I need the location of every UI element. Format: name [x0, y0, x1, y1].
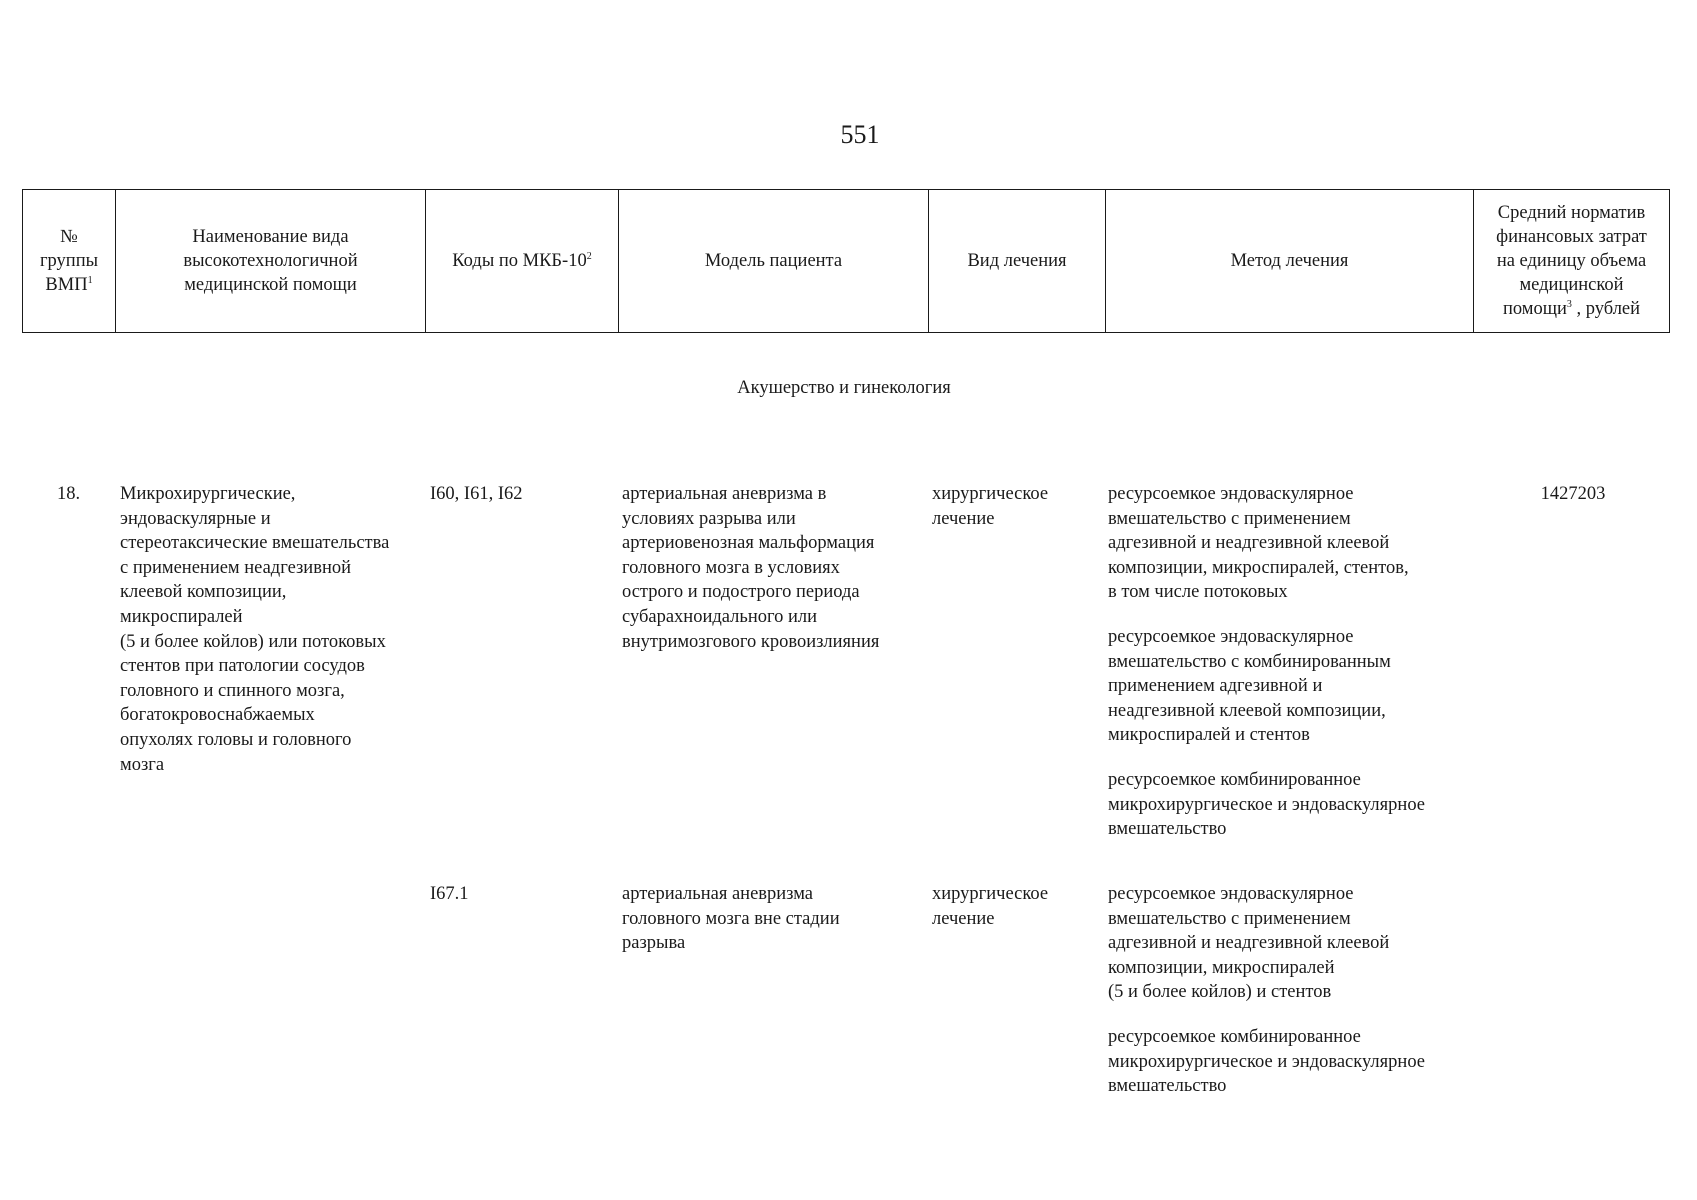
text-line: артериовенозная мальформация: [622, 533, 875, 554]
patient-model: [622, 482, 927, 654]
text-line: головного и спинного мозга,: [120, 680, 345, 701]
text-line: применением адгезивной и: [1108, 676, 1323, 697]
text-line: микроспиралей и стентов: [1108, 725, 1310, 746]
header-treatment-method: Метод лечения: [1106, 190, 1474, 333]
text-line: мозга: [120, 754, 165, 775]
text-line: головного мозга в условиях: [622, 557, 840, 578]
section-title: Акушерство и гинекология: [737, 378, 951, 398]
treatment-methods: [1108, 882, 1483, 1119]
treatment-method-item: [1108, 1025, 1483, 1099]
header-treatment-type: Вид лечения: [929, 190, 1106, 333]
text-line: артериальная аневризма в: [622, 484, 827, 504]
text-line: головного мозга вне стадии: [622, 908, 840, 929]
patient-model: [622, 882, 927, 956]
text-line: микрохирургическое и эндоваскулярное: [1108, 794, 1426, 815]
treatment-method-item: [1108, 625, 1483, 748]
text-line: вмешательство с применением: [1108, 908, 1351, 929]
icd-codes: I60, I61, I62: [430, 484, 523, 504]
text-line: ресурсоемкое эндоваскулярное: [1108, 484, 1354, 504]
treatment-method-item: [1108, 882, 1483, 1005]
text-line: субарахноидального или: [622, 606, 817, 627]
text-line: (5 и более койлов) или потоковых: [120, 631, 386, 652]
text-line: ресурсоемкое эндоваскулярное: [1108, 884, 1354, 904]
care-type-name: [120, 482, 430, 777]
treatment-methods: [1108, 482, 1483, 862]
header-care-type-name: Наименование вида высокотехнологичной медицинской помощи: [116, 190, 426, 333]
text-line: стереотаксические вмешательства: [120, 533, 390, 554]
header-group-number: № группы ВМП$^1$: [23, 190, 116, 333]
treatment-method-item: [1108, 482, 1483, 605]
text-line: вмешательство: [1108, 1076, 1227, 1097]
text-line: внутримозгового кровоизлияния: [622, 631, 880, 652]
text-line: вмешательство с применением: [1108, 508, 1351, 529]
icd-codes: I67.1: [430, 884, 469, 904]
text-line: ресурсоемкое эндоваскулярное: [1108, 626, 1354, 647]
text-line: вмешательство с комбинированным: [1108, 651, 1391, 672]
text-line: эндоваскулярные и: [120, 508, 271, 529]
text-line: хирургическое: [932, 484, 1049, 504]
treatment-method-item: [1108, 768, 1483, 842]
header-patient-model: Модель пациента: [619, 190, 929, 333]
text-line: композиции, микроспиралей, стентов,: [1108, 557, 1409, 578]
treatment-type: [932, 882, 1102, 931]
text-line: ресурсоемкое комбинированное: [1108, 1026, 1361, 1047]
text-line: с применением неадгезивной: [120, 557, 351, 578]
text-line: композиции, микроспиралей: [1108, 957, 1335, 978]
text-line: (5 и более койлов) и стентов: [1108, 982, 1332, 1003]
group-number: 18.: [56, 484, 81, 504]
text-line: микрохирургическое и эндоваскулярное: [1108, 1051, 1426, 1072]
text-line: разрыва: [622, 933, 686, 954]
text-line: стентов при патологии сосудов: [120, 656, 365, 677]
text-line: богатокровоснабжаемых: [120, 705, 315, 726]
header-icd-codes: Коды по МКБ-$10^2$: [426, 190, 619, 333]
text-line: лечение: [932, 908, 995, 929]
text-line: лечение: [932, 508, 995, 529]
text-line: адгезивной и неадгезивной клеевой: [1108, 533, 1390, 554]
text-line: хирургическое: [932, 884, 1049, 904]
table-header: [22, 189, 1670, 333]
text-line: Микрохирургические,: [120, 484, 296, 504]
text-line: неадгезивной клеевой композиции,: [1108, 700, 1386, 721]
text-line: клеевой композиции,: [120, 582, 287, 603]
text-line: в том числе потоковых: [1108, 582, 1288, 603]
text-line: адгезивной и неадгезивной клеевой: [1108, 933, 1390, 954]
text-line: микроспиралей: [120, 606, 243, 627]
text-line: острого и подострого периода: [622, 582, 860, 603]
text-line: ресурсоемкое комбинированное: [1108, 769, 1361, 790]
text-line: опухолях головы и головного: [120, 729, 352, 750]
text-line: артериальная аневризма: [622, 884, 813, 904]
header-average-cost: Средний норматив финансовых затрат на единицу объема медицинской помощи$^3$ , рублей: [1474, 190, 1670, 333]
average-cost: 1427203: [1540, 484, 1606, 504]
treatment-type: [932, 482, 1102, 531]
text-line: условиях разрыва или: [622, 508, 796, 529]
text-line: вмешательство: [1108, 819, 1227, 840]
page-number: 551: [840, 120, 880, 149]
